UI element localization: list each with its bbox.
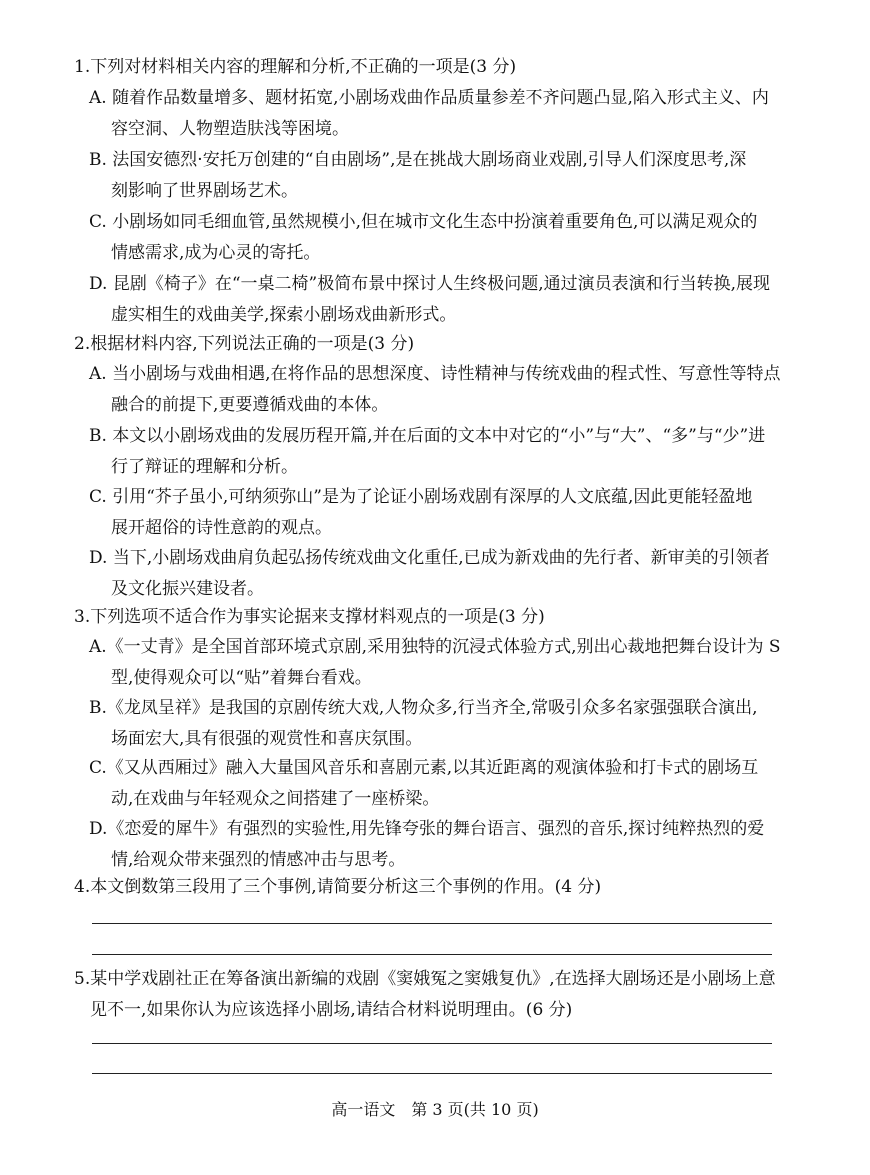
answer-line[interactable] [92,954,772,955]
option-line: A.《一丈青》是全国首部环境式京剧,采用独特的沉浸式体验方式,别出心裁地把舞台设计为 S [89,637,781,657]
question-1-option-d [89,269,779,331]
question-2-option-c [89,482,779,544]
answer-line[interactable] [92,1073,772,1074]
question-3-option-c [89,753,779,815]
question-1-option-a [89,83,779,145]
page-footer: 高一语文 第 3 页(共 10 页) [331,1100,539,1119]
question-3-option-a [89,632,779,694]
question-1-option-c [89,207,779,269]
option-line: D. 昆剧《椅子》在“一桌二椅”极简布景中探讨人生终极问题,通过演员表演和行当转换,展现 [89,274,771,294]
answer-line[interactable] [92,1043,772,1044]
question-3-option-d [89,814,779,876]
option-line: 场面宏大,具有很强的观赏性和喜庆氛围。 [111,729,423,749]
question-5-stem [74,964,794,1026]
question-3-stem: 3.下列选项不适合作为事实论据来支撑材料观点的一项是(3 分) [74,607,545,627]
option-line: 动,在戏曲与年轻观众之间搭建了一座桥梁。 [111,789,440,809]
answer-line[interactable] [92,923,772,924]
question-2-option-a [89,359,779,421]
question-2-option-d [89,543,779,605]
option-line: 情感需求,成为心灵的寄托。 [111,243,321,263]
question-2-stem: 2.根据材料内容,下列说法正确的一项是(3 分) [74,334,415,354]
option-line: B. 本文以小剧场戏曲的发展历程开篇,并在后面的文本中对它的“小”与“大”、“多”与“少”进 [89,426,766,446]
question-5-stem-line2: 见不一,如果你认为应该选择小剧场,请结合材料说明理由。(6 分) [90,1000,573,1020]
question-3-option-b [89,693,779,755]
option-line: 型,使得观众可以“贴”着舞台看戏。 [111,668,372,688]
option-line: 展开超俗的诗性意韵的观点。 [111,518,332,538]
option-line: A. 随着作品数量增多、题材拓宽,小剧场戏曲作品质量参差不齐问题凸显,陷入形式主义、内 [89,88,769,108]
option-line: 情,给观众带来强烈的情感冲击与思考。 [111,850,406,870]
option-line: B.《龙凤呈祥》是我国的京剧传统大戏,人物众多,行当齐全,常吸引众多名家强强联合演出, [89,698,758,718]
option-line: 融合的前提下,更要遵循戏曲的本体。 [111,395,389,415]
option-line: 及文化振兴建设者。 [111,579,264,599]
question-1-stem: 1.下列对材料相关内容的理解和分析,不正确的一项是(3 分) [74,57,517,77]
option-line: 容空洞、人物塑造肤浅等困境。 [111,119,349,139]
question-1-option-b [89,145,779,207]
option-line: C.《又从西厢过》融入大量国风音乐和喜剧元素,以其近距离的观演体验和打卡式的剧场互 [89,758,759,778]
question-2-option-b [89,421,779,483]
option-line: A. 当小剧场与戏曲相遇,在将作品的思想深度、诗性精神与传统戏曲的程式性、写意性等特点 [89,364,781,384]
option-line: 虚实相生的戏曲美学,探索小剧场戏曲新形式。 [111,305,457,325]
question-4-stem: 4.本文倒数第三段用了三个事例,请简要分析这三个事例的作用。(4 分) [74,877,602,897]
question-5-stem-line1: 5.某中学戏剧社正在筹备演出新编的戏剧《窦娥冤之窦娥复仇》,在选择大剧场还是小剧场上意 [74,969,776,989]
option-line: 刻影响了世界剧场艺术。 [111,181,298,201]
option-line: 行了辩证的理解和分析。 [111,457,298,477]
option-line: C. 小剧场如同毛细血管,虽然规模小,但在城市文化生态中扮演着重要角色,可以满足观众的 [89,212,758,232]
option-line: D.《恋爱的犀牛》有强烈的实验性,用先锋夸张的舞台语言、强烈的音乐,探讨纯粹热烈的爱 [89,819,765,839]
option-line: D. 当下,小剧场戏曲肩负起弘扬传统戏曲文化重任,已成为新戏曲的先行者、新审美的引领者 [89,548,770,568]
option-line: B. 法国安德烈·安托万创建的“自由剧场”,是在挑战大剧场商业戏剧,引导人们深度思考,深 [89,150,747,170]
option-line: C. 引用“芥子虽小,可纳须弥山”是为了论证小剧场戏剧有深厚的人文底蕴,因此更能轻盈地 [89,487,753,507]
